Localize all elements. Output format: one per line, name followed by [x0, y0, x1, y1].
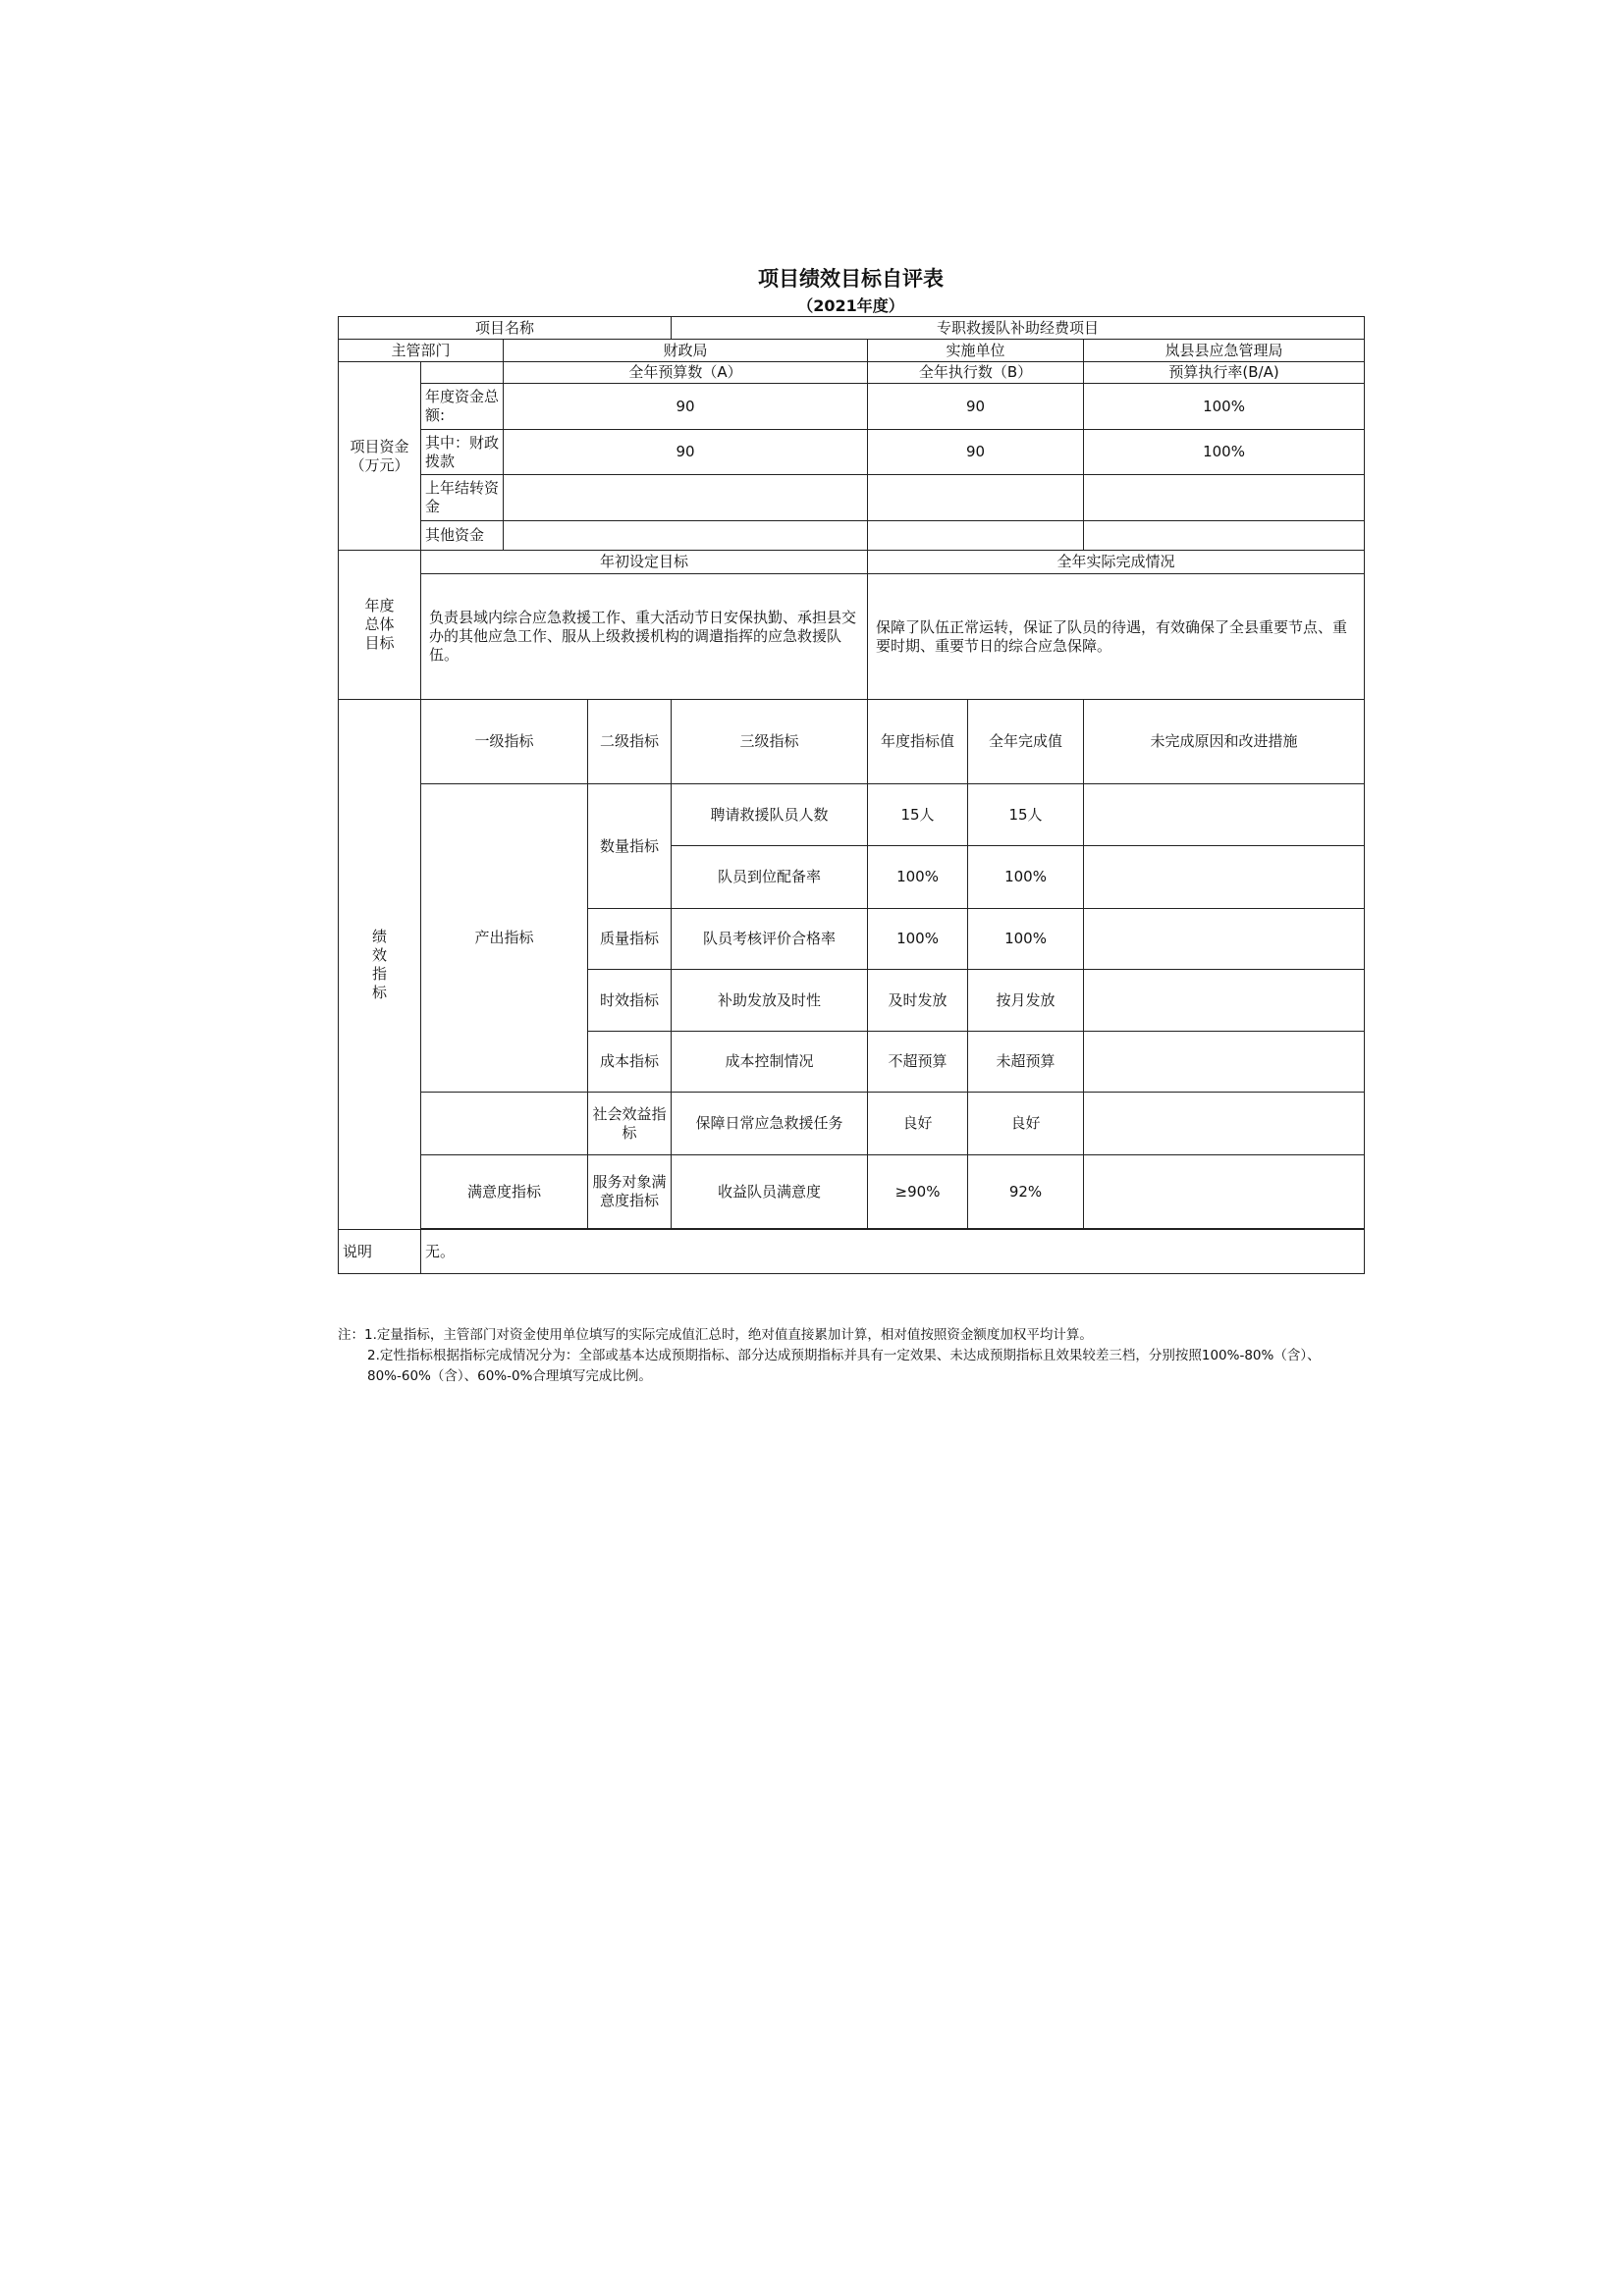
funds-group-label: 项目资金（万元） — [339, 362, 421, 551]
target-header: 年度指标值 — [868, 700, 968, 784]
remark-row — [339, 1230, 1365, 1274]
level3-cell: 保障日常应急救援任务 — [672, 1093, 868, 1155]
reason-cell — [1084, 909, 1365, 970]
indicator-row — [339, 784, 1365, 846]
quantity-indicator-label: 数量指标 — [588, 784, 672, 909]
level3-cell: 队员到位配备率 — [672, 846, 868, 909]
goals-header-row — [339, 551, 1365, 574]
level1-header: 一级指标 — [421, 700, 588, 784]
funds-row-exec: 90 — [868, 384, 1084, 430]
actual-cell: 良好 — [968, 1093, 1084, 1155]
actual-cell: 未超预算 — [968, 1032, 1084, 1093]
target-cell: 15人 — [868, 784, 968, 846]
target-cell: ≥90% — [868, 1155, 968, 1229]
exec-header: 全年执行数（B） — [868, 362, 1084, 384]
actual-header: 全年完成值 — [968, 700, 1084, 784]
target-cell: 100% — [868, 846, 968, 909]
actual-goal-text: 保障了队伍正常运转，保证了队员的待遇，有效确保了全县重要节点、重要时期、重要节日的综合应急保障。 — [868, 574, 1365, 700]
actual-cell: 92% — [968, 1155, 1084, 1229]
output-indicator-label: 产出指标 — [421, 784, 588, 1093]
footnote-1: 注：1.定量指标，主管部门对资金使用单位填写的实际完成值汇总时，绝对值直接累加计算，相对值按照资金额度加权平均计算。 — [338, 1327, 1093, 1343]
funds-row-budget: 90 — [504, 384, 868, 430]
indicator-row — [339, 1155, 1365, 1229]
level3-cell: 收益队员满意度 — [672, 1155, 868, 1229]
dept-label: 主管部门 — [339, 340, 504, 362]
funds-row — [339, 475, 1365, 521]
level3-header: 三级指标 — [672, 700, 868, 784]
funds-row-exec: 90 — [868, 430, 1084, 475]
funds-row-label: 其中：财政拨款 — [421, 430, 504, 475]
indicators-group-text: 绩效指标 — [371, 927, 387, 1001]
initial-goal-text: 负责县域内综合应急救援工作、重大活动节日安保执勤、承担县交办的其他应急工作、服从上级救援机构的调遣指挥的应急救援队伍。 — [421, 574, 868, 700]
satisfaction-l2-label: 服务对象满意度指标 — [588, 1155, 672, 1229]
indicators-header-row — [339, 700, 1365, 784]
reason-cell — [1084, 1093, 1365, 1155]
project-name-label: 项目名称 — [339, 317, 672, 340]
initial-goal-header: 年初设定目标 — [421, 551, 868, 574]
quality-indicator-label: 质量指标 — [588, 909, 672, 970]
social-l1-blank — [421, 1093, 588, 1155]
actual-cell: 100% — [968, 909, 1084, 970]
goals-group-text: 年度总体目标 — [364, 597, 395, 652]
dept-value: 财政局 — [504, 340, 868, 362]
reason-cell — [1084, 846, 1365, 909]
project-name-value: 专职救援队补助经费项目 — [672, 317, 1365, 340]
funds-row-label: 上年结转资金 — [421, 475, 504, 521]
target-cell: 不超预算 — [868, 1032, 968, 1093]
funds-header-row — [339, 362, 1365, 384]
rate-header: 预算执行率(B/A) — [1084, 362, 1365, 384]
remark-text: 无。 — [421, 1230, 1365, 1274]
footnote-2: 2.定性指标根据指标完成情况分为：全部或基本达成预期指标、部分达成预期指标并具有一定效果、未达成预期指标且效果较差三档，分别按照100%-80%（含）、80%-60%（含）、60%-0%合理填写完成比例。 — [367, 1348, 1321, 1384]
actual-cell: 按月发放 — [968, 970, 1084, 1032]
social-indicator-label: 社会效益指标 — [588, 1093, 672, 1155]
funds-row — [339, 521, 1365, 551]
indicators-group-label — [339, 700, 421, 1230]
target-cell: 100% — [868, 909, 968, 970]
level3-cell: 成本控制情况 — [672, 1032, 868, 1093]
level3-cell: 聘请救援队员人数 — [672, 784, 868, 846]
reason-cell — [1084, 784, 1365, 846]
funds-row-budget — [504, 521, 868, 551]
funds-row-label: 其他资金 — [421, 521, 504, 551]
funds-header-blank — [421, 362, 504, 384]
actual-cell: 100% — [968, 846, 1084, 909]
funds-row-rate: 100% — [1084, 384, 1365, 430]
funds-row-rate — [1084, 475, 1365, 521]
funds-row-budget — [504, 475, 868, 521]
funds-row — [339, 430, 1365, 475]
funds-row-budget: 90 — [504, 430, 868, 475]
funds-row-exec — [868, 475, 1084, 521]
actual-goal-header: 全年实际完成情况 — [868, 551, 1365, 574]
reason-cell — [1084, 1032, 1365, 1093]
actual-cell: 15人 — [968, 784, 1084, 846]
footnotes — [338, 1325, 1364, 1387]
funds-row-rate: 100% — [1084, 430, 1365, 475]
budget-header: 全年预算数（A） — [504, 362, 868, 384]
funds-row — [339, 384, 1365, 430]
indicator-row — [339, 1093, 1365, 1155]
target-cell: 良好 — [868, 1093, 968, 1155]
target-cell: 及时发放 — [868, 970, 968, 1032]
level3-cell: 队员考核评价合格率 — [672, 909, 868, 970]
reason-cell — [1084, 1155, 1365, 1229]
remark-label: 说明 — [339, 1230, 421, 1274]
cost-indicator-label: 成本指标 — [588, 1032, 672, 1093]
project-name-row — [339, 317, 1365, 340]
reason-header: 未完成原因和改进措施 — [1084, 700, 1365, 784]
funds-row-label: 年度资金总额: — [421, 384, 504, 430]
reason-cell — [1084, 970, 1365, 1032]
level2-header: 二级指标 — [588, 700, 672, 784]
goals-row — [339, 574, 1365, 700]
goals-group-label — [339, 551, 421, 700]
dept-row — [339, 340, 1365, 362]
satisfaction-l1-label: 满意度指标 — [421, 1155, 588, 1229]
document-subtitle: （2021年度） — [797, 296, 904, 315]
unit-value: 岚县县应急管理局 — [1084, 340, 1365, 362]
performance-table — [338, 316, 1365, 1274]
unit-label: 实施单位 — [868, 340, 1084, 362]
funds-row-exec — [868, 521, 1084, 551]
document-title: 项目绩效目标自评表 — [758, 267, 944, 291]
level3-cell: 补助发放及时性 — [672, 970, 868, 1032]
timeliness-indicator-label: 时效指标 — [588, 970, 672, 1032]
funds-row-rate — [1084, 521, 1365, 551]
